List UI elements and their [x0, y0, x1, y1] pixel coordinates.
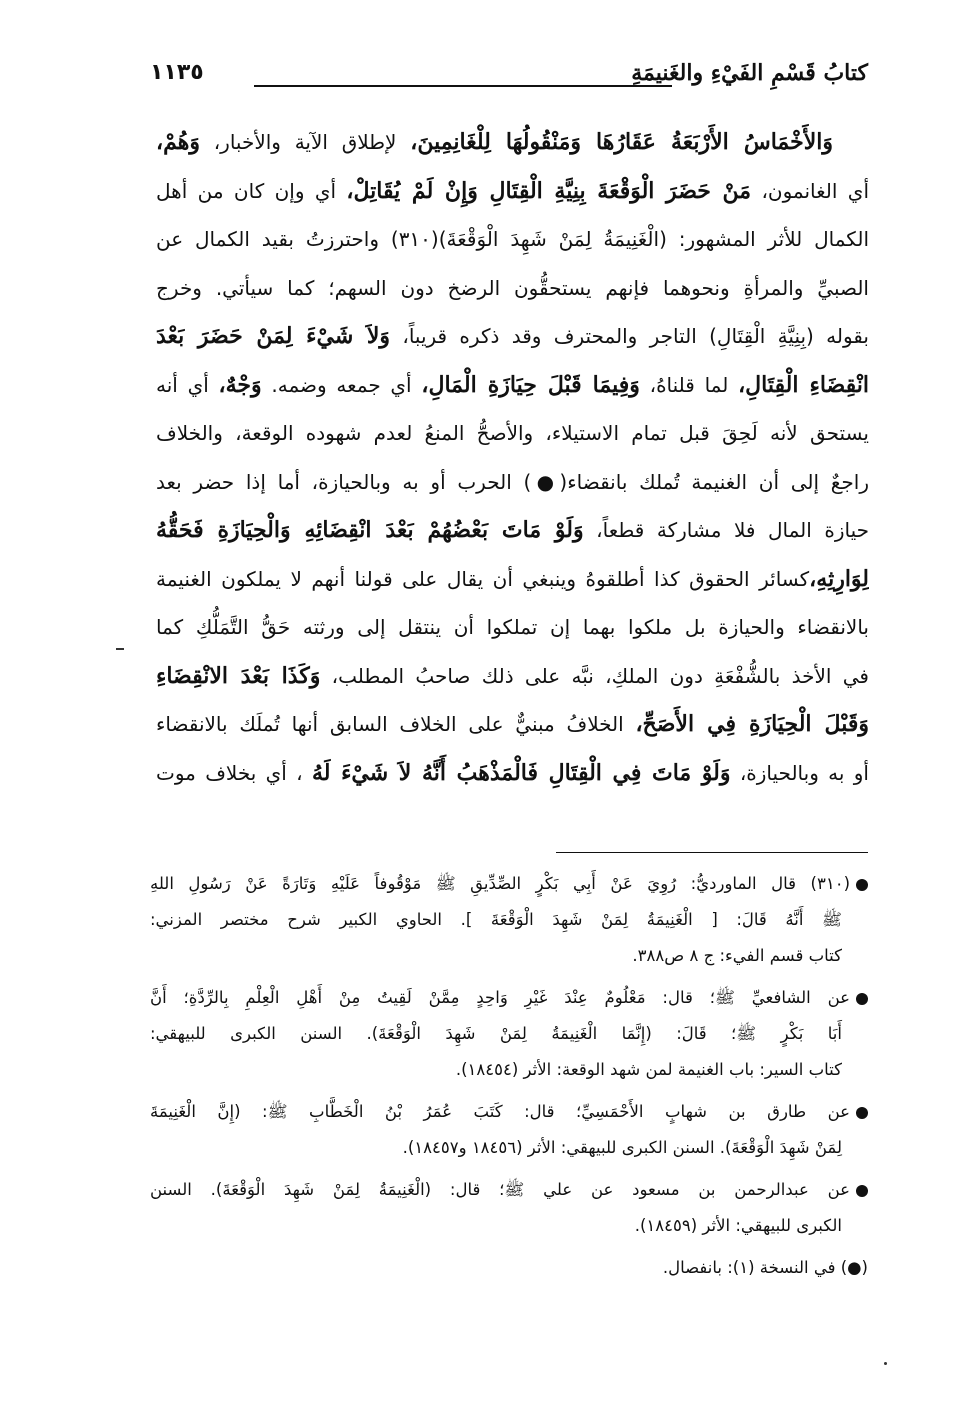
footnote-shafii-line-2: أَبَا بَكْرٍ ﷺ؛ قَالَ: (إِنَّمَا الْغَنِيمَةُ لِمَنْ شَهِدَ الْوَقْعَةَ). السنن الكبرى للبيهقي: — [150, 1024, 842, 1043]
commentary-text: حيازة المال فلا مشاركة قطعاً، — [583, 518, 869, 542]
matn-text: وَلاَ شَيْءَ لِمَنْ حَضَرَ بَعْدَ — [156, 323, 391, 349]
commentary-text: لما قلناهُ، — [639, 372, 739, 397]
commentary-text: لإطلاق الآية والأخبار، — [199, 130, 411, 154]
matn-text: وَفِيمَا قَبْلَ حِيَازَةِ الْمَالِ، — [421, 371, 640, 398]
footnote-bullet-icon — [856, 1185, 868, 1197]
text-line — [156, 167, 869, 216]
text-line — [156, 264, 869, 313]
text-line — [156, 749, 869, 798]
text-line — [156, 215, 869, 264]
commentary-text: راجعٌ إلى أن الغنيمة تُملك بانقضاء(●) الحرب أو به وبالحيازة، أما إذا حضر بعد — [156, 469, 869, 494]
footnote-bullet-icon — [856, 993, 868, 1005]
text-line — [156, 506, 869, 555]
commentary-text: ، أي بخلاف موت — [156, 760, 312, 785]
footnote-separator — [556, 852, 868, 853]
matn-text: وَقَبْلَ الْحِيَازَةِ فِي الأَصَحِّ، — [635, 711, 869, 737]
text-line — [156, 312, 869, 361]
text-line — [156, 555, 869, 604]
matn-text: مَنْ حَضَرَ الْوَقْعَةَ بِنِيَّةِ الْقِتَالِ وَإِنْ لَمْ يُقَاتِلْ، — [346, 177, 752, 204]
text-line — [156, 361, 869, 410]
footnote-bullet-icon — [856, 879, 868, 891]
commentary-text: أي جمعه وضمه. — [261, 372, 422, 397]
footnote-tariq-line-2: لِمَنْ شَهِدَ الْوَقْعَةَ). السنن الكبرى للبيهقي: الأثر (١٨٤٥٦ و١٨٤٥٧). — [402, 1138, 842, 1157]
text-line — [156, 603, 869, 652]
commentary-text: الكمال للأثر المشهور: (الْغَنِيمَةُ لِمَنْ شَهِدَ الْوَقْعَةَ)(٣١٠) واحترزتُ بقيد الكمال عن — [156, 227, 869, 251]
footnote-shafii-line-1: عن الشافعيِّ ﷺ؛ قال: مَعْلُومٌ عِنْدَ غَيْرِ وَاحِدٍ مِمَّنْ لَقِيتُ مِنْ أَهْلِ الْعِلْمِ بِالرِّدَّةِ؛ أَنَّ — [150, 980, 868, 1016]
page-speck — [884, 1362, 887, 1365]
commentary-text: أي وإن كان من أهل — [156, 178, 347, 203]
footnote-ali-line-1: عن عبدالرحمن بن مسعود عن علي ﷺ؛ قال: (الْغَنِيمَةُ لِمَنْ شَهِدَ الْوَقْعَةَ). السنن — [150, 1172, 868, 1208]
matn-text: وَهُمْ، — [156, 129, 200, 155]
matn-text: وَكَذَا بَعْدَ الانْقِضَاءِ — [156, 662, 321, 689]
matn-text: وَلَوْ مَاتَ فِي الْقِتَالِ فَالْمَذْهَبُ أَنَّهُ لاَ شَيْءَ لَهُ — [311, 759, 731, 786]
header-rule — [254, 85, 672, 87]
footnote-310-line-1: (٣١٠) قال الماورديُّ: رُوِيَ عَنْ أَبِي بَكْرٍ الصِّدِّيقِ ﷺ مَوْقُوفاً عَلَيْهِ وَتَارَةً عَنْ رَسُولِ اللهِ — [150, 866, 868, 902]
margin-mark — [116, 648, 124, 650]
footnote-manuscript-note: (●) في النسخة (١): بانفصال. — [662, 1258, 868, 1277]
page-number: ١١٣٥ — [150, 60, 204, 85]
footnote-shafii-line-3: كتاب السير: باب الغنيمة لمن شهد الوقعة: الأثر (١٨٤٥٤). — [455, 1060, 842, 1079]
footnote-tariq-line-1: عن طارق بن شهابٍ الأَحْمَسِيِّ؛ قال: كَتَبَ عُمَرُ بْنُ الْخَطَّابِ ﷺ: (إِنَّ الْغَنِيمَةَ — [150, 1094, 868, 1130]
chapter-title: كتابُ قَسْمِ الفَيْءِ والغَنيمَةِ — [631, 60, 868, 86]
footnotes — [150, 866, 868, 1286]
footnote-310-line-2: ﷺ أَنَّهُ قَالَ: [ الْغَنِيمَةُ لِمَنْ شَهِدَ الْوَقْعَةَ ]. الحاوي الكبير شرح مختصر المزني: — [150, 910, 842, 929]
commentary-text: أي الغانمون، — [751, 178, 869, 203]
commentary-text: كسائر الحقوق كذا أطلقوهُ وينبغي أن يقال على قولنا أنهم لا يملكون الغنيمة — [156, 566, 810, 591]
commentary-text: بالانقضاء والحيازة بل ملكوا بهما إن تملكوا أن ينتقل إلى ورثته حَقُّ التَّمَلُّكِ كما — [156, 615, 869, 639]
footnote-ali-line-2: الكبرى للبيهقي: الأثر (١٨٤٥٩). — [634, 1216, 842, 1235]
matn-text: وَجْهٌ، — [218, 371, 262, 398]
matn-text: انْقِضَاءِ الْقِتَالِ، — [738, 371, 869, 398]
text-line — [156, 458, 869, 507]
footnote-bullet-icon — [856, 1107, 868, 1119]
text-line — [156, 409, 869, 458]
commentary-text: في الأخذ بالشُّفْعَةِ دون الملكِ، نبَّه على ذلك صاحبُ المطلب، — [320, 663, 869, 688]
commentary-text: أي أنه — [156, 372, 219, 397]
text-line — [156, 652, 869, 701]
commentary-text: يستحق لأنه لَحِقَ قبل تمام الاستيلاء، والأصحُّ المنعُ لعدم شهوده الوقعة، والخلاف — [156, 421, 869, 445]
text-line — [156, 118, 869, 167]
matn-text: لِوَارِثِهِ، — [809, 565, 869, 592]
commentary-text: الصبيِّ والمرأةِ ونحوهما فإنهم يستحقُّون الرضخ دون السهم؛ كما سيأتي. وخرج — [156, 275, 869, 300]
matn-text: وَالأَخْمَاسُ الأَرْبَعَةُ عَقَارُهَا وَمَنْقُولُهَا لِلْغَانِمِينَ، — [410, 129, 833, 155]
page-header — [150, 58, 868, 94]
matn-text: وَلَوْ مَاتَ بَعْضُهُمْ بَعْدَ انْقِضَائِهِ وَالْحِيَازَةِ فَحَقُّهُ — [156, 517, 584, 543]
commentary-text: الخلافُ مبنيٌّ على الخلاف السابق أنها تُملَك بالانقضاء — [156, 712, 636, 736]
footnote-310-line-3: كتاب قسم الفيء: ج ٨ ص٣٨٨. — [632, 946, 842, 965]
commentary-text: بقوله (بِنِيَّةِ الْقِتَالِ) التاجر والمحترف وقد ذكره قريباً، — [390, 324, 869, 348]
text-line — [156, 700, 869, 749]
commentary-text: أو به وبالحيازة، — [730, 760, 869, 785]
main-text — [156, 118, 869, 797]
